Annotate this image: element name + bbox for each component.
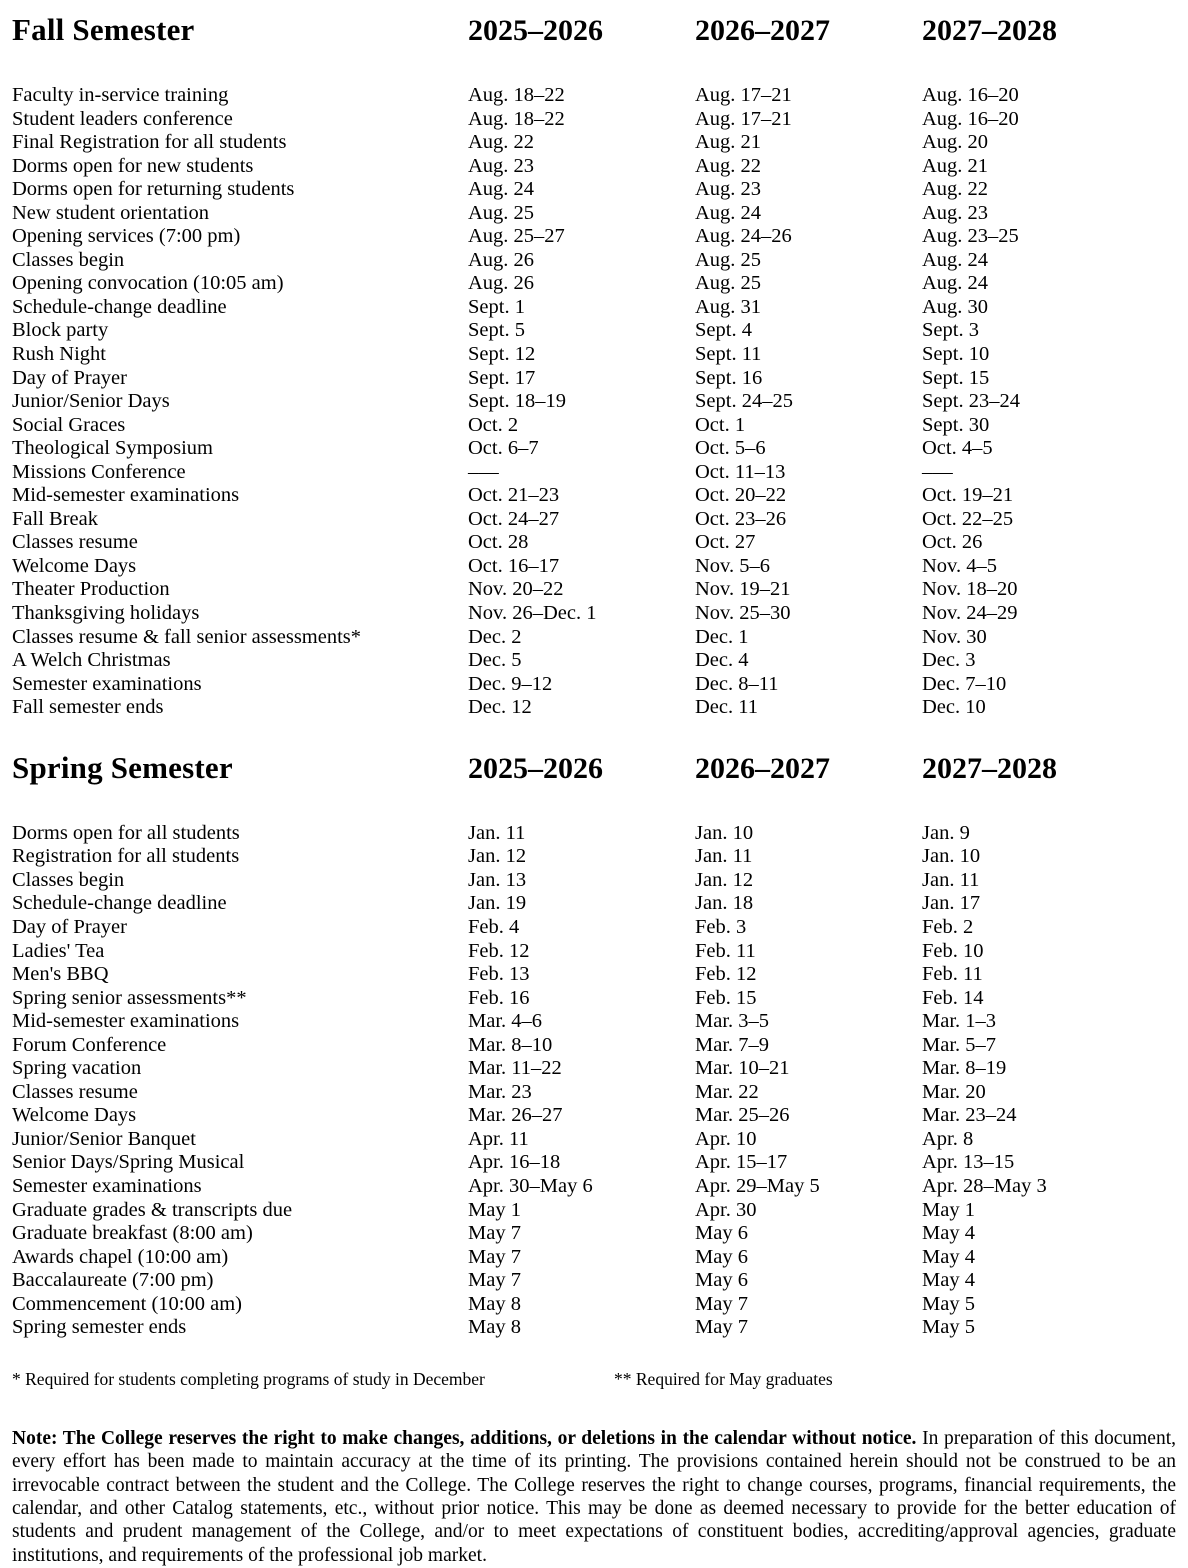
date-2027-2028: Apr. 8 <box>922 1127 974 1150</box>
year-column-2025-2026: 2025–2026 <box>468 14 603 47</box>
date-2027-2028: Aug. 20 <box>922 131 989 154</box>
date-2025-2026: Aug. 26 <box>468 248 535 271</box>
table-row <box>12 940 1176 964</box>
date-2027-2028: May 5 <box>922 1292 975 1315</box>
date-2025-2026: Sept. 5 <box>468 319 525 342</box>
date-2026-2027: Oct. 5–6 <box>695 437 766 460</box>
date-2026-2027: Feb. 11 <box>695 939 756 962</box>
date-2025-2026: Feb. 16 <box>468 986 530 1009</box>
table-row <box>12 555 1176 579</box>
table-row <box>12 343 1176 367</box>
disclaimer-note-bold: Note: The College reserves the right to make changes, additions, or deletions in the calendar without notice. <box>12 1427 917 1449</box>
date-2025-2026: Apr. 16–18 <box>468 1151 561 1174</box>
date-2026-2027: Jan. 18 <box>695 892 754 915</box>
year-column-2026-2027: 2026–2027 <box>695 751 830 785</box>
year-column-2025-2026: 2025–2026 <box>468 751 603 785</box>
table-row <box>12 390 1176 414</box>
event-name: Junior/Senior Banquet <box>12 1127 196 1150</box>
date-2026-2027: Aug. 21 <box>695 131 762 154</box>
table-row <box>12 484 1176 508</box>
table-row <box>12 296 1176 320</box>
date-2026-2027: Dec. 4 <box>695 649 749 672</box>
date-2027-2028: Apr. 28–May 3 <box>922 1174 1047 1197</box>
date-2025-2026: Apr. 11 <box>468 1127 529 1150</box>
date-2026-2027: Oct. 1 <box>695 413 746 436</box>
date-2027-2028: Aug. 23 <box>922 201 989 224</box>
date-2026-2027: Dec. 1 <box>695 625 749 648</box>
event-name: Theater Production <box>12 578 170 601</box>
date-2026-2027: Oct. 11–13 <box>695 460 786 483</box>
date-2027-2028: Feb. 2 <box>922 915 974 938</box>
date-2025-2026: Aug. 25 <box>468 201 535 224</box>
event-name: Dorms open for returning students <box>12 178 295 201</box>
date-2027-2028: Jan. 9 <box>922 821 970 844</box>
table-row <box>12 131 1176 155</box>
table-row <box>12 1293 1176 1317</box>
event-name: Spring vacation <box>12 1057 142 1080</box>
date-2026-2027: Aug. 22 <box>695 154 762 177</box>
table-row <box>12 1246 1176 1270</box>
date-2026-2027: May 7 <box>695 1292 748 1315</box>
year-column-2026-2027: 2026–2027 <box>695 14 830 47</box>
date-2025-2026: Oct. 6–7 <box>468 437 539 460</box>
spring-semester-title: Spring Semester <box>12 749 233 785</box>
date-2026-2027: Jan. 10 <box>695 821 754 844</box>
date-2026-2027: Mar. 3–5 <box>695 1010 770 1033</box>
date-2026-2027: Mar. 22 <box>695 1080 759 1103</box>
date-2026-2027: Feb. 15 <box>695 986 757 1009</box>
spring-semester-rows <box>12 822 1176 1340</box>
event-name: Classes begin <box>12 248 125 271</box>
footnote-may: ** Required for May graduates <box>614 1368 833 1389</box>
date-2027-2028: Dec. 3 <box>922 649 976 672</box>
event-name: Final Registration for all students <box>12 131 287 154</box>
date-2025-2026: Feb. 4 <box>468 915 520 938</box>
date-2025-2026: Aug. 26 <box>468 272 535 295</box>
date-2025-2026: Aug. 18–22 <box>468 107 565 130</box>
date-2025-2026: May 7 <box>468 1269 521 1292</box>
date-2026-2027: Oct. 27 <box>695 531 756 554</box>
date-2025-2026: Nov. 20–22 <box>468 578 564 601</box>
fall-semester-header <box>12 12 1176 48</box>
event-name: Mid-semester examinations <box>12 484 240 507</box>
table-row <box>12 437 1176 461</box>
date-2026-2027: Apr. 29–May 5 <box>695 1174 820 1197</box>
date-2026-2027: Aug. 31 <box>695 295 762 318</box>
date-2027-2028: May 4 <box>922 1245 975 1268</box>
date-2027-2028: Nov. 30 <box>922 625 987 648</box>
event-name: Opening services (7:00 pm) <box>12 225 241 248</box>
date-2025-2026: Feb. 13 <box>468 963 530 986</box>
event-name: Opening convocation (10:05 am) <box>12 272 284 295</box>
table-row <box>12 202 1176 226</box>
table-row <box>12 1128 1176 1152</box>
date-2027-2028: ––– <box>922 460 953 483</box>
date-2027-2028: Jan. 10 <box>922 845 981 868</box>
date-2025-2026: May 8 <box>468 1316 521 1339</box>
event-name: Faculty in-service training <box>12 84 229 106</box>
table-row <box>12 225 1176 249</box>
table-row <box>12 987 1176 1011</box>
date-2025-2026: Sept. 17 <box>468 366 536 389</box>
date-2025-2026: May 1 <box>468 1198 521 1221</box>
date-2025-2026: Mar. 8–10 <box>468 1033 553 1056</box>
event-name: Spring senior assessments** <box>12 986 247 1009</box>
date-2025-2026: Dec. 5 <box>468 649 522 672</box>
date-2025-2026: Sept. 1 <box>468 295 525 318</box>
date-2026-2027: Aug. 25 <box>695 272 762 295</box>
date-2027-2028: Aug. 23–25 <box>922 225 1019 248</box>
event-name: Missions Conference <box>12 460 186 483</box>
date-2025-2026: Nov. 26–Dec. 1 <box>468 602 597 625</box>
date-2027-2028: Aug. 22 <box>922 178 989 201</box>
footnote-december: * Required for students completing programs of study in December <box>12 1368 485 1389</box>
date-2026-2027: Nov. 5–6 <box>695 554 770 577</box>
table-row <box>12 508 1176 532</box>
event-name: Awards chapel (10:00 am) <box>12 1245 229 1268</box>
date-2027-2028: Apr. 13–15 <box>922 1151 1015 1174</box>
table-row <box>12 1057 1176 1081</box>
table-row <box>12 602 1176 626</box>
date-2026-2027: Aug. 23 <box>695 178 762 201</box>
date-2026-2027: Aug. 17–21 <box>695 84 792 106</box>
event-name: Classes resume & fall senior assessments* <box>12 625 362 648</box>
table-row <box>12 155 1176 179</box>
event-name: Semester examinations <box>12 672 202 695</box>
event-name: Classes begin <box>12 868 125 891</box>
date-2026-2027: Mar. 25–26 <box>695 1104 790 1127</box>
date-2027-2028: Nov. 24–29 <box>922 602 1018 625</box>
date-2027-2028: Aug. 24 <box>922 272 989 295</box>
table-row <box>12 1151 1176 1175</box>
table-row <box>12 249 1176 273</box>
date-2025-2026: Mar. 11–22 <box>468 1057 562 1080</box>
table-row <box>12 1222 1176 1246</box>
table-row <box>12 367 1176 391</box>
date-2025-2026: Jan. 11 <box>468 821 526 844</box>
table-row <box>12 531 1176 555</box>
date-2027-2028: May 4 <box>922 1269 975 1292</box>
date-2025-2026: Dec. 12 <box>468 696 532 719</box>
event-name: Day of Prayer <box>12 366 127 389</box>
table-row <box>12 461 1176 485</box>
table-row <box>12 1034 1176 1058</box>
event-name: Baccalaureate (7:00 pm) <box>12 1269 214 1292</box>
table-row <box>12 673 1176 697</box>
date-2025-2026: May 7 <box>468 1222 521 1245</box>
date-2027-2028: Mar. 5–7 <box>922 1033 997 1056</box>
date-2025-2026: Oct. 24–27 <box>468 507 560 530</box>
date-2026-2027: May 6 <box>695 1269 748 1292</box>
date-2027-2028: Nov. 4–5 <box>922 554 997 577</box>
date-2027-2028: Sept. 10 <box>922 343 990 366</box>
date-2025-2026: Oct. 28 <box>468 531 529 554</box>
event-name: Men's BBQ <box>12 963 109 986</box>
date-2025-2026: Mar. 4–6 <box>468 1010 543 1033</box>
date-2026-2027: Sept. 4 <box>695 319 752 342</box>
table-row <box>12 108 1176 132</box>
date-2025-2026: Aug. 24 <box>468 178 535 201</box>
date-2027-2028: Oct. 4–5 <box>922 437 993 460</box>
date-2027-2028: May 1 <box>922 1198 975 1221</box>
table-row <box>12 649 1176 673</box>
event-name: Student leaders conference <box>12 107 233 130</box>
table-row <box>12 578 1176 602</box>
date-2027-2028: Oct. 26 <box>922 531 983 554</box>
date-2025-2026: Feb. 12 <box>468 939 530 962</box>
table-row <box>12 1104 1176 1128</box>
disclaimer-note-text: In preparation of this document, every effort has been made to maintain accuracy at the time of its printing. The provisions contained herein should not be construed to be an irrevocable contract between the student and the College. The College reserves the right to change courses, programs, financial requirements, the calendar, and other Catalog statements, etc., without prior notice. This may be done as deemed necessary to provide for the better education of students and prudent management of the College, and/or to meet expectations of constituent bodies, accrediting/approval agencies, graduate institutions, and requirements of the professional job market. <box>12 1427 1176 1566</box>
date-2026-2027: May 6 <box>695 1222 748 1245</box>
event-name: Dorms open for all students <box>12 821 240 844</box>
date-2025-2026: Aug. 25–27 <box>468 225 565 248</box>
date-2025-2026: May 8 <box>468 1292 521 1315</box>
event-name: Graduate breakfast (8:00 am) <box>12 1222 253 1245</box>
year-column-2027-2028: 2027–2028 <box>922 751 1057 785</box>
table-row <box>12 1316 1176 1340</box>
date-2027-2028: Aug. 16–20 <box>922 84 1019 106</box>
date-2026-2027: May 7 <box>695 1316 748 1339</box>
date-2026-2027: Mar. 7–9 <box>695 1033 770 1056</box>
date-2027-2028: May 4 <box>922 1222 975 1245</box>
event-name: Rush Night <box>12 343 106 366</box>
event-name: Classes resume <box>12 1080 138 1103</box>
date-2026-2027: Apr. 15–17 <box>695 1151 788 1174</box>
event-name: Mid-semester examinations <box>12 1010 240 1033</box>
date-2026-2027: May 6 <box>695 1245 748 1268</box>
disclaimer-note <box>12 1427 1176 1567</box>
date-2027-2028: Oct. 22–25 <box>922 507 1014 530</box>
date-2027-2028: Aug. 30 <box>922 295 989 318</box>
date-2027-2028: Aug. 24 <box>922 248 989 271</box>
fall-semester-rows <box>12 84 1176 720</box>
table-row <box>12 869 1176 893</box>
event-name: Theological Symposium <box>12 437 213 460</box>
date-2025-2026: Oct. 2 <box>468 413 519 436</box>
date-2026-2027: Aug. 25 <box>695 248 762 271</box>
event-name: Classes resume <box>12 531 138 554</box>
date-2025-2026: Jan. 19 <box>468 892 527 915</box>
table-row <box>12 1010 1176 1034</box>
date-2025-2026: Oct. 16–17 <box>468 554 560 577</box>
table-row <box>12 319 1176 343</box>
date-2026-2027: Oct. 20–22 <box>695 484 787 507</box>
event-name: Semester examinations <box>12 1174 202 1197</box>
date-2025-2026: Mar. 26–27 <box>468 1104 563 1127</box>
event-name: Senior Days/Spring Musical <box>12 1151 245 1174</box>
date-2025-2026: Sept. 12 <box>468 343 536 366</box>
date-2027-2028: Feb. 11 <box>922 963 983 986</box>
date-2027-2028: Oct. 19–21 <box>922 484 1014 507</box>
date-2025-2026: Dec. 9–12 <box>468 672 553 695</box>
date-2025-2026: Aug. 22 <box>468 131 535 154</box>
table-row <box>12 626 1176 650</box>
date-2027-2028: Sept. 23–24 <box>922 390 1020 413</box>
event-name: Graduate grades & transcripts due <box>12 1198 293 1221</box>
date-2026-2027: Aug. 24 <box>695 201 762 224</box>
date-2027-2028: Aug. 21 <box>922 154 989 177</box>
date-2025-2026: Sept. 18–19 <box>468 390 566 413</box>
table-row <box>12 892 1176 916</box>
date-2027-2028: Mar. 20 <box>922 1080 986 1103</box>
date-2026-2027: Feb. 3 <box>695 915 747 938</box>
event-name: Forum Conference <box>12 1033 167 1056</box>
date-2027-2028: May 5 <box>922 1316 975 1339</box>
date-2025-2026: Aug. 18–22 <box>468 84 565 106</box>
date-2026-2027: Jan. 11 <box>695 845 753 868</box>
date-2026-2027: Dec. 8–11 <box>695 672 779 695</box>
date-2026-2027: Dec. 11 <box>695 696 758 719</box>
table-row <box>12 916 1176 940</box>
table-row <box>12 1199 1176 1223</box>
date-2025-2026: ––– <box>468 460 499 483</box>
date-2026-2027: Oct. 23–26 <box>695 507 787 530</box>
event-name: A Welch Christmas <box>12 649 171 672</box>
footnotes <box>12 1369 1176 1393</box>
table-row <box>12 1269 1176 1293</box>
date-2025-2026: May 7 <box>468 1245 521 1268</box>
event-name: Day of Prayer <box>12 915 127 938</box>
section-spacer <box>12 720 1176 750</box>
table-row <box>12 696 1176 720</box>
date-2026-2027: Sept. 11 <box>695 343 762 366</box>
event-name: Thanksgiving holidays <box>12 602 200 625</box>
event-name: Welcome Days <box>12 554 137 577</box>
year-column-2027-2028: 2027–2028 <box>922 14 1057 47</box>
date-2027-2028: Feb. 10 <box>922 939 984 962</box>
event-name: Spring semester ends <box>12 1316 187 1339</box>
date-2026-2027: Aug. 24–26 <box>695 225 792 248</box>
date-2026-2027: Nov. 25–30 <box>695 602 791 625</box>
fall-semester-title: Fall Semester <box>12 12 195 47</box>
event-name: Registration for all students <box>12 845 240 868</box>
date-2026-2027: Apr. 30 <box>695 1198 757 1221</box>
date-2026-2027: Feb. 12 <box>695 963 757 986</box>
date-2025-2026: Dec. 2 <box>468 625 522 648</box>
date-2025-2026: Jan. 13 <box>468 868 527 891</box>
spring-semester-header <box>12 750 1176 786</box>
date-2027-2028: Sept. 30 <box>922 413 990 436</box>
date-2027-2028: Sept. 15 <box>922 366 990 389</box>
date-2027-2028: Jan. 11 <box>922 868 980 891</box>
date-2027-2028: Feb. 14 <box>922 986 984 1009</box>
event-name: Fall Break <box>12 507 98 530</box>
date-2026-2027: Mar. 10–21 <box>695 1057 790 1080</box>
event-name: Commencement (10:00 am) <box>12 1292 242 1315</box>
event-name: Block party <box>12 319 109 342</box>
date-2027-2028: Dec. 10 <box>922 696 986 719</box>
event-name: New student orientation <box>12 201 209 224</box>
table-row <box>12 178 1176 202</box>
table-row <box>12 272 1176 296</box>
event-name: Fall semester ends <box>12 696 164 719</box>
date-2026-2027: Aug. 17–21 <box>695 107 792 130</box>
event-name: Dorms open for new students <box>12 154 254 177</box>
date-2025-2026: Apr. 30–May 6 <box>468 1174 593 1197</box>
table-row <box>12 414 1176 438</box>
table-row <box>12 84 1176 108</box>
date-2026-2027: Apr. 10 <box>695 1127 757 1150</box>
table-row <box>12 963 1176 987</box>
table-row <box>12 822 1176 846</box>
table-row <box>12 1175 1176 1199</box>
date-2027-2028: Mar. 23–24 <box>922 1104 1017 1127</box>
event-name: Schedule-change deadline <box>12 295 227 318</box>
table-row <box>12 845 1176 869</box>
event-name: Schedule-change deadline <box>12 892 227 915</box>
date-2026-2027: Sept. 24–25 <box>695 390 793 413</box>
date-2027-2028: Aug. 16–20 <box>922 107 1019 130</box>
date-2025-2026: Jan. 12 <box>468 845 527 868</box>
date-2025-2026: Aug. 23 <box>468 154 535 177</box>
table-row <box>12 1081 1176 1105</box>
event-name: Social Graces <box>12 413 126 436</box>
date-2026-2027: Nov. 19–21 <box>695 578 791 601</box>
date-2027-2028: Jan. 17 <box>922 892 981 915</box>
event-name: Junior/Senior Days <box>12 390 170 413</box>
event-name: Ladies' Tea <box>12 939 105 962</box>
date-2027-2028: Mar. 1–3 <box>922 1010 997 1033</box>
date-2027-2028: Nov. 18–20 <box>922 578 1018 601</box>
date-2025-2026: Mar. 23 <box>468 1080 532 1103</box>
date-2027-2028: Dec. 7–10 <box>922 672 1007 695</box>
date-2027-2028: Mar. 8–19 <box>922 1057 1007 1080</box>
date-2027-2028: Sept. 3 <box>922 319 979 342</box>
date-2025-2026: Oct. 21–23 <box>468 484 560 507</box>
date-2026-2027: Jan. 12 <box>695 868 754 891</box>
event-name: Welcome Days <box>12 1104 137 1127</box>
date-2026-2027: Sept. 16 <box>695 366 763 389</box>
